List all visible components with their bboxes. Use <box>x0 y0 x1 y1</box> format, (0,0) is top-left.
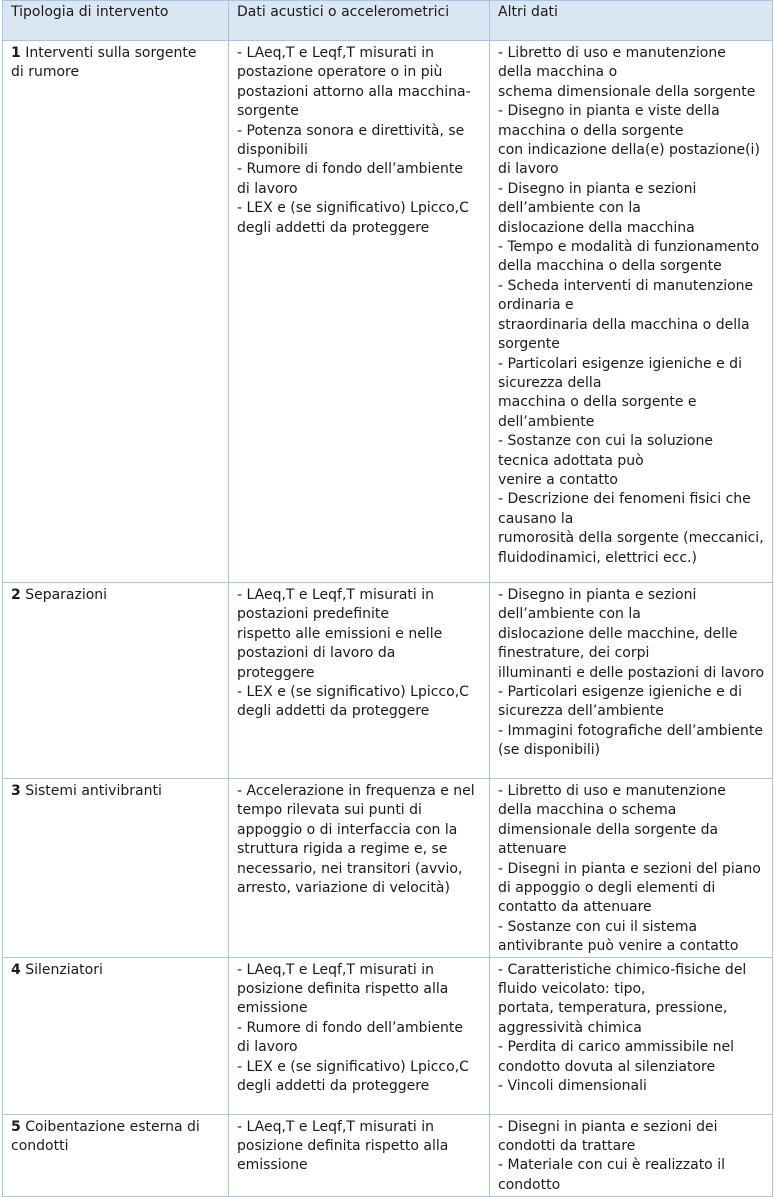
intervention-number: 4 <box>11 961 21 978</box>
acoustic-data-line: - Rumore di fondo dell’ambiente <box>237 1019 463 1036</box>
other-data-line: sorgente <box>498 336 560 353</box>
other-data-line: - Disegno in pianta e sezioni <box>498 180 697 197</box>
acoustic-data-line: tempo rilevata sui punti di <box>237 802 422 819</box>
other-data-line: aggressività chimica <box>498 1019 642 1036</box>
other-data-line: schema dimensionale della sorgente <box>498 83 756 100</box>
other-data-line: finestrature, dei corpi <box>498 645 650 662</box>
acoustic-data-line: di lavoro <box>237 1039 298 1056</box>
acoustic-data-line: - LEX e (se significativo) Lpicco,C <box>237 1058 469 1075</box>
other-data-line: - Particolari esigenze igieniche e di <box>498 684 742 701</box>
acoustic-data-line: arresto, variazione di velocità) <box>237 880 450 897</box>
acoustic-data-cell <box>229 779 490 958</box>
acoustic-data-line: postazioni attorno alla macchina- <box>237 83 471 100</box>
other-data-line: della macchina o schema <box>498 802 677 819</box>
other-data-line: portata, temperatura, pressione, <box>498 1000 728 1017</box>
intervention-title-line <box>11 1118 220 1137</box>
acoustic-data-line: di lavoro <box>237 180 298 197</box>
header-intervention-type: Tipologia di intervento <box>3 1 229 41</box>
other-data-line: dell’ambiente con la <box>498 606 641 623</box>
acoustic-data-line: - LAeq,T e Leqf,T misurati in <box>237 961 435 978</box>
acoustic-data-cell <box>229 41 490 583</box>
intervention-title-text: Interventi sulla sorgente <box>25 45 197 61</box>
acoustic-data-line: - LAeq,T e Leqf,T misurati in <box>237 587 435 603</box>
other-data-line: sicurezza dell’ambiente <box>498 703 664 720</box>
other-data-line: di lavoro <box>498 161 559 178</box>
other-data-line: ordinaria e <box>498 297 574 314</box>
acoustic-data-line: sorgente <box>237 103 299 120</box>
acoustic-data-line: degli addetti da proteggere <box>237 703 430 720</box>
other-data-line: dislocazione delle macchine, delle <box>498 625 738 642</box>
intervention-number: 5 <box>11 1118 21 1135</box>
acoustic-data-line: posizione definita rispetto alla <box>237 981 449 998</box>
other-data-cell <box>490 779 773 958</box>
acoustic-data-line: struttura rigida a regime e, se <box>237 841 448 858</box>
header-other-data: Altri dati <box>490 1 773 41</box>
other-data-line: di appoggio o degli elementi di <box>498 880 716 897</box>
acoustic-data-line: emissione <box>237 1000 308 1017</box>
other-data-line: - Disegni in pianta e sezioni del piano <box>498 860 761 877</box>
acoustic-data-line: degli addetti da proteggere <box>237 219 430 236</box>
intervention-title-line <box>11 586 220 605</box>
acoustic-data-line: postazione operatore o in più <box>237 64 443 81</box>
table-row <box>3 779 773 958</box>
other-data-line: - Descrizione dei fenomeni fisici che <box>498 491 751 508</box>
other-data-line: fluido veicolato: tipo, <box>498 981 646 998</box>
intervention-title-line <box>11 782 220 801</box>
other-data-line: della macchina o della sorgente <box>498 258 722 275</box>
acoustic-data-line: - LEX e (se significativo) Lpicco,C <box>237 684 469 701</box>
other-data-line: - Caratteristiche chimico-fisiche del <box>498 961 747 978</box>
other-data-line: straordinaria della macchina o della <box>498 316 750 333</box>
other-data-line: dell’ambiente con la <box>498 200 641 217</box>
intervention-title-text: Coibentazione esterna di <box>25 1118 200 1135</box>
other-data-line: - Disegno in pianta e viste della <box>498 103 720 120</box>
other-data-line: contatto da attenuare <box>498 899 652 916</box>
table-row <box>3 957 773 1114</box>
acoustic-data-line: - Potenza sonora e direttività, se <box>237 122 465 139</box>
table-row <box>3 583 773 779</box>
other-data-line: - Immagini fotografiche dell’ambiente <box>498 722 764 739</box>
other-data-line: sicurezza della <box>498 374 602 391</box>
intervention-number: 1 <box>11 45 21 61</box>
header-acoustic-data: Dati acustici o accelerometrici <box>229 1 490 41</box>
other-data-line: causano la <box>498 510 574 527</box>
other-data-line: macchina o della sorgente <box>498 122 684 139</box>
acoustic-data-cell <box>229 583 490 779</box>
other-data-cell <box>490 41 773 583</box>
intervention-title-line: condotti <box>11 1138 69 1155</box>
other-data-line: - Vincoli dimensionali <box>498 1078 647 1095</box>
other-data-line: condotti da trattare <box>498 1138 636 1155</box>
intervention-type-cell <box>3 779 229 958</box>
intervention-title-line <box>11 961 220 980</box>
other-data-line: della macchina o <box>498 64 618 81</box>
data-requirements-table <box>2 0 773 1197</box>
other-data-line: condotto dovuta al silenziatore <box>498 1058 716 1075</box>
other-data-line: - Perdita di carico ammissibile nel <box>498 1039 735 1056</box>
other-data-line: venire a contatto <box>498 471 618 488</box>
acoustic-data-line: postazioni di lavoro da <box>237 645 396 662</box>
acoustic-data-line: rispetto alle emissioni e nelle <box>237 625 443 642</box>
other-data-line: - Particolari esigenze igieniche e di <box>498 355 742 372</box>
other-data-cell <box>490 957 773 1114</box>
other-data-line: attenuare <box>498 841 567 858</box>
intervention-title-line: di rumore <box>11 64 80 81</box>
acoustic-data-line: - Rumore di fondo dell’ambiente <box>237 161 463 178</box>
other-data-line: - Materiale con cui è realizzato il <box>498 1157 725 1174</box>
other-data-line: fluidodinamici, elettrici ecc.) <box>498 549 697 566</box>
other-data-line: condotto <box>498 1176 561 1193</box>
other-data-line: (se disponibili) <box>498 742 601 759</box>
other-data-line: - Tempo e modalità di funzionamento <box>498 239 760 256</box>
acoustic-data-line: - Accelerazione in frequenza e nel <box>237 783 475 799</box>
intervention-number: 3 <box>11 783 21 799</box>
header-row <box>3 1 773 41</box>
table-row <box>3 41 773 583</box>
intervention-type-cell <box>3 41 229 583</box>
intervention-type-cell <box>3 583 229 779</box>
other-data-line: dell’ambiente <box>498 413 595 430</box>
other-data-cell <box>490 583 773 779</box>
intervention-title-text: Sistemi antivibranti <box>25 783 162 799</box>
intervention-number: 2 <box>11 587 21 603</box>
acoustic-data-line: - LEX e (se significativo) Lpicco,C <box>237 200 469 217</box>
intervention-type-cell <box>3 957 229 1114</box>
acoustic-data-line: posizione definita rispetto alla <box>237 1138 449 1155</box>
other-data-line: dimensionale della sorgente da <box>498 821 719 838</box>
intervention-title-text: Silenziatori <box>25 961 103 978</box>
acoustic-data-cell <box>229 957 490 1114</box>
other-data-line: illuminanti e delle postazioni di lavoro <box>498 664 765 681</box>
intervention-title-text: Separazioni <box>25 587 108 603</box>
other-data-line: - Libretto di uso e manutenzione <box>498 45 726 61</box>
acoustic-data-line: emissione <box>237 1157 308 1174</box>
other-data-line: - Disegno in pianta e sezioni <box>498 587 697 603</box>
other-data-line: - Sostanze con cui la soluzione <box>498 433 713 450</box>
other-data-line: - Libretto di uso e manutenzione <box>498 783 726 799</box>
acoustic-data-line: appoggio o di interfaccia con la <box>237 821 458 838</box>
other-data-line: dislocazione della macchina <box>498 219 695 236</box>
other-data-line: - Sostanze con cui il sistema <box>498 918 698 935</box>
acoustic-data-line: necessario, nei transitori (avvio, <box>237 860 463 877</box>
other-data-line: - Scheda interventi di manutenzione <box>498 277 754 294</box>
other-data-line: con indicazione della(e) postazione(i) <box>498 142 760 159</box>
other-data-line: rumorosità della sorgente (meccanici, <box>498 530 764 547</box>
acoustic-data-line: proteggere <box>237 664 315 681</box>
other-data-line: tecnica adottata può <box>498 452 644 469</box>
other-data-line: - Disegni in pianta e sezioni dei <box>498 1118 718 1135</box>
intervention-title-line <box>11 44 220 63</box>
other-data-line: macchina o della sorgente e <box>498 394 697 411</box>
other-data-line: antivibrante può venire a contatto <box>498 938 739 955</box>
acoustic-data-line: degli addetti da proteggere <box>237 1078 430 1095</box>
acoustic-data-line: - LAeq,T e Leqf,T misurati in <box>237 1118 435 1135</box>
acoustic-data-line: - LAeq,T e Leqf,T misurati in <box>237 45 435 61</box>
acoustic-data-line: postazioni predefinite <box>237 606 389 623</box>
acoustic-data-line: disponibili <box>237 142 308 159</box>
